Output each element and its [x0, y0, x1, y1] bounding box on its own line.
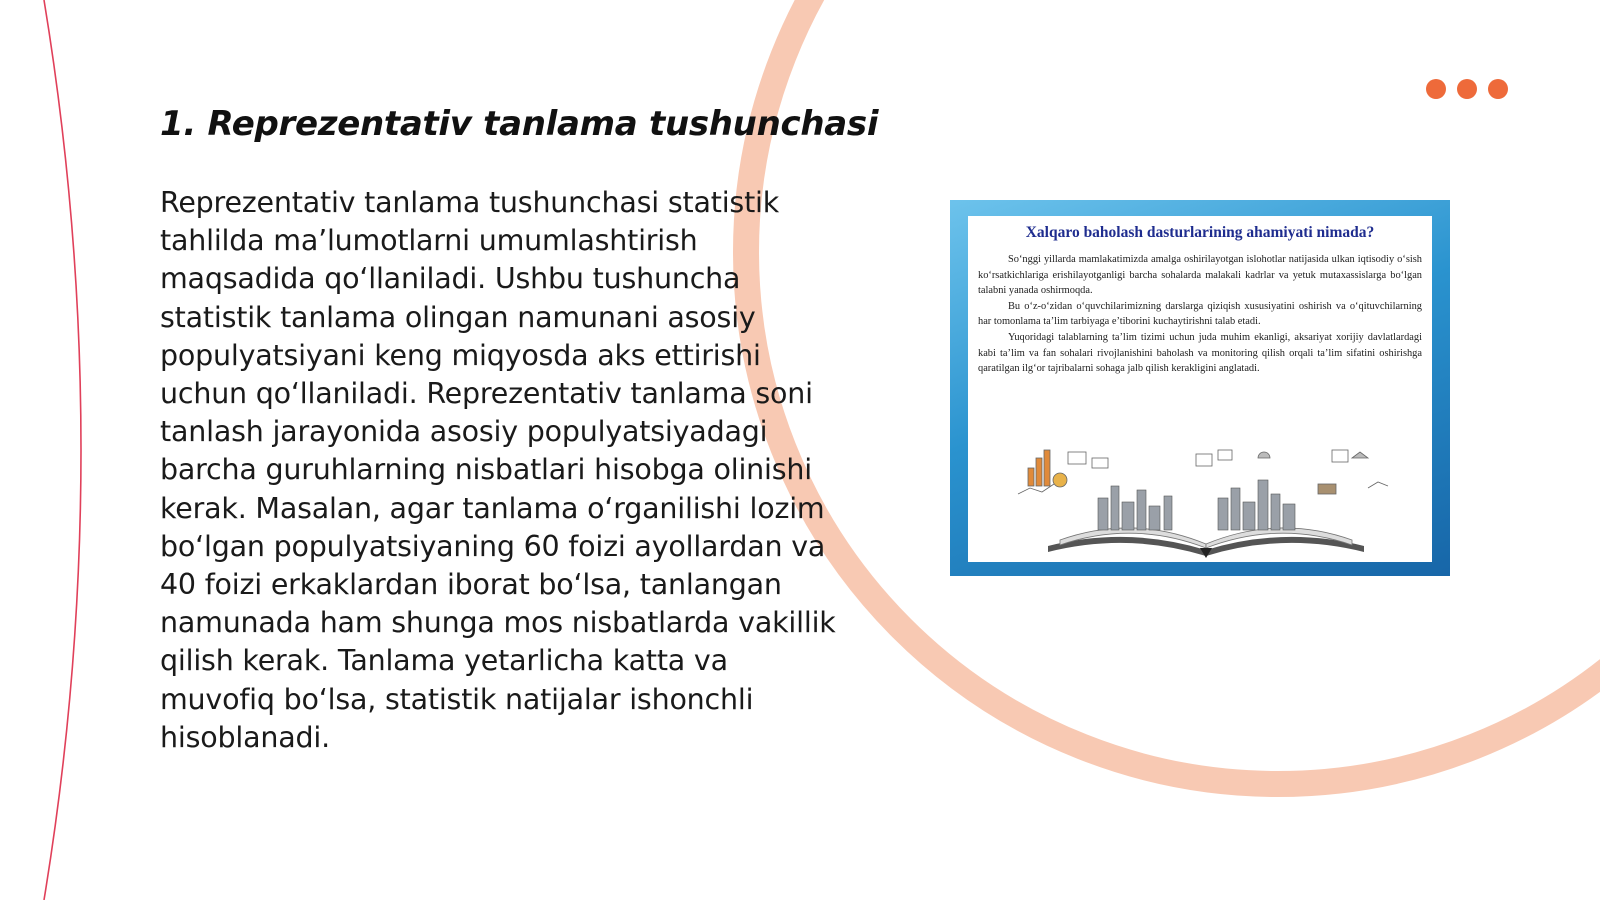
open-book-city-icon	[968, 428, 1428, 558]
article-heading: Xalqaro baholash dasturlarining ahamiyati nimada?	[1025, 224, 1375, 241]
dot-1	[1426, 79, 1446, 99]
slide-title: 1. Reprezentativ tanlama tushunchasi	[160, 104, 879, 144]
article-paragraph-2: Bu o‘z-o‘zidan o‘quvchilarimizning darslarga qiziqish xususiyatini oshirish va o‘qituvchilarning har tomonlama ta’lim tarbiyaga e’tiborini kuchaytirishni talab etadi.	[978, 300, 1422, 328]
article-image-frame	[950, 200, 1450, 576]
article-image	[968, 216, 1432, 562]
slide-body-text: Reprezentativ tanlama tushunchasi statistik tahlilda ma’lumotlarni umumlashtirish maqsadida qo‘llaniladi. Ushbu tushuncha statistik tanlama olingan namunani asosiy populyatsiyani keng miqyosda aks ettirishi uchun qo‘llaniladi. Reprezentativ tanlama soni tanlash jarayonida asosiy populyatsiyadagi barcha guruhlarning nisbatlari hisobga olinishi kerak. Masalan, agar tanlama o‘rganilishi lozim bo‘lgan populyatsiyaning 60 foizi ayollardan va 40 foizi erkaklardan iborat bo‘lsa, tanlangan namunada ham shunga mos nisbatlarda vakillik qilish kerak. Tanlama yetarlicha katta va muvofiq bo‘lsa, statistik natijalar ishonchli hisoblanadi.	[160, 186, 836, 754]
dot-2	[1457, 79, 1477, 99]
three-dots-icon	[1426, 79, 1508, 99]
dot-3	[1488, 79, 1508, 99]
left-curve-line	[44, 0, 81, 900]
article-paragraph-1: So‘nggi yillarda mamlakatimizda amalga oshirilayotgan islohotlar natijasida ulkan iqtisodiy o‘sish ko‘rsatkichlariga erishilayotganligi barcha sohalarda malakali kadrlar va yetuk mutaxassislarga bo‘lgan talabni yanada oshirmoqda.	[978, 254, 1422, 297]
article-paragraph-3: Yuqoridagi talablarning ta’lim tizimi uchun juda muhim ekanligi, aksariyat xorijiy davlatlardagi kabi ta’lim va fan sohalari rivojlanishini baholash va monitoring qilish orqali ta’lim sifatini oshirishga qaratilgan ilg‘or tajribalarni sohaga jalb qilish kerakligini anglatadi.	[978, 331, 1422, 375]
